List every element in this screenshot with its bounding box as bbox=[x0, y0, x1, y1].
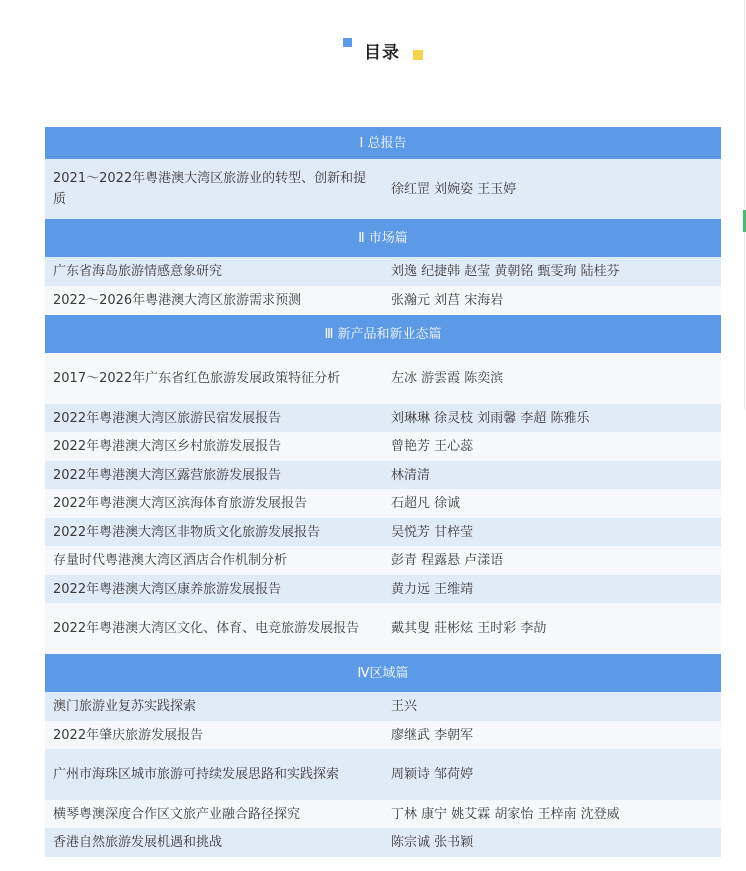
toc-row[interactable] bbox=[45, 286, 721, 315]
toc-row[interactable] bbox=[45, 692, 721, 721]
toc-row[interactable] bbox=[45, 461, 721, 489]
chapter-title[interactable]: 澳门旅游业复苏实践探索 bbox=[45, 692, 383, 721]
toc-row[interactable] bbox=[45, 603, 721, 654]
chapter-authors: 左冰 游雲霞 陈奕滨 bbox=[383, 353, 721, 404]
chapter-title[interactable]: 广东省海岛旅游情感意象研究 bbox=[45, 257, 383, 286]
toc-row[interactable] bbox=[45, 518, 721, 546]
yellow-square-decoration bbox=[413, 50, 423, 60]
chapter-authors: 刘逸 纪捷韩 赵莹 黄朝铭 甄雯珣 陆桂芬 bbox=[383, 257, 721, 286]
chapter-authors: 林清清 bbox=[383, 461, 721, 489]
toc-row[interactable] bbox=[45, 159, 721, 219]
chapter-title[interactable]: 2022年粤港澳大湾区康养旅游发展报告 bbox=[45, 575, 383, 603]
section-header bbox=[45, 127, 721, 159]
chapter-title[interactable]: 2022～2026年粤港澳大湾区旅游需求预测 bbox=[45, 286, 383, 315]
chapter-title[interactable]: 横琴粤澳深度合作区文旅产业融合路径探究 bbox=[45, 800, 383, 828]
toc-row[interactable] bbox=[45, 721, 721, 749]
toc-row[interactable] bbox=[45, 828, 721, 857]
chapter-authors: 徐红罡 刘婉姿 王玉婷 bbox=[383, 159, 721, 219]
chapter-title[interactable]: 存量时代粤港澳大湾区酒店合作机制分析 bbox=[45, 546, 383, 575]
chapter-title[interactable]: 2022年肇庆旅游发展报告 bbox=[45, 721, 383, 749]
chapter-title[interactable]: 2021～2022年粤港澳大湾区旅游业的转型、创新和提质 bbox=[45, 159, 383, 219]
chapter-authors: 曾艳芳 王心蕊 bbox=[383, 432, 721, 461]
toc-row[interactable] bbox=[45, 575, 721, 603]
chapter-title[interactable]: 2022年粤港澳大湾区滨海体育旅游发展报告 bbox=[45, 489, 383, 518]
chapter-authors: 陈宗诚 张书颖 bbox=[383, 828, 721, 857]
scrollbar-track bbox=[744, 0, 745, 410]
chapter-authors: 彭青 程露悬 卢漾语 bbox=[383, 546, 721, 575]
toc-row[interactable] bbox=[45, 404, 721, 432]
chapter-authors: 戴其叟 莊彬炫 王时彩 李劼 bbox=[383, 603, 721, 654]
chapter-authors: 张瀚元 刘莒 宋海岩 bbox=[383, 286, 721, 315]
toc-row[interactable] bbox=[45, 257, 721, 286]
section-title: Ⅲ 新产品和新业态篇 bbox=[45, 315, 721, 353]
chapter-title[interactable]: 2022年粤港澳大湾区露营旅游发展报告 bbox=[45, 461, 383, 489]
section-title: Ⅰ 总报告 bbox=[45, 127, 721, 159]
chapter-title[interactable]: 香港自然旅游发展机遇和挑战 bbox=[45, 828, 383, 857]
toc-row[interactable] bbox=[45, 800, 721, 828]
chapter-authors: 周颖诗 邹荷婷 bbox=[383, 749, 721, 800]
chapter-title[interactable]: 2022年粤港澳大湾区非物质文化旅游发展报告 bbox=[45, 518, 383, 546]
toc-row[interactable] bbox=[45, 489, 721, 518]
page-title: 目录 bbox=[364, 43, 400, 63]
toc-row[interactable] bbox=[45, 546, 721, 575]
chapter-authors: 吴悦芳 甘梓莹 bbox=[383, 518, 721, 546]
chapter-title[interactable]: 2022年粤港澳大湾区文化、体育、电竞旅游发展报告 bbox=[45, 603, 383, 654]
chapter-authors: 丁林 康宁 姚艾霖 胡家怡 王梓南 沈登威 bbox=[383, 800, 721, 828]
toc-table bbox=[45, 127, 721, 857]
toc-row[interactable] bbox=[45, 353, 721, 404]
chapter-authors: 王兴 bbox=[383, 692, 721, 721]
toc-row[interactable] bbox=[45, 432, 721, 461]
chapter-title[interactable]: 2022年粤港澳大湾区乡村旅游发展报告 bbox=[45, 432, 383, 461]
section-title: Ⅱ 市场篇 bbox=[45, 219, 721, 257]
chapter-title[interactable]: 2022年粤港澳大湾区旅游民宿发展报告 bbox=[45, 404, 383, 432]
chapter-authors: 刘琳琳 徐灵枝 刘雨馨 李超 陈雅乐 bbox=[383, 404, 721, 432]
chapter-title[interactable]: 2017～2022年广东省红色旅游发展政策特征分析 bbox=[45, 353, 383, 404]
blue-square-decoration bbox=[343, 38, 352, 47]
section-title: Ⅳ区域篇 bbox=[45, 654, 721, 692]
section-header bbox=[45, 219, 721, 257]
chapter-authors: 黄力远 王维靖 bbox=[383, 575, 721, 603]
toc-row[interactable] bbox=[45, 749, 721, 800]
chapter-title[interactable]: 广州市海珠区城市旅游可持续发展思路和实践探索 bbox=[45, 749, 383, 800]
toc-heading bbox=[0, 36, 746, 66]
chapter-authors: 石超凡 徐诚 bbox=[383, 489, 721, 518]
section-header bbox=[45, 315, 721, 353]
section-header bbox=[45, 654, 721, 692]
chapter-authors: 廖继武 李朝军 bbox=[383, 721, 721, 749]
